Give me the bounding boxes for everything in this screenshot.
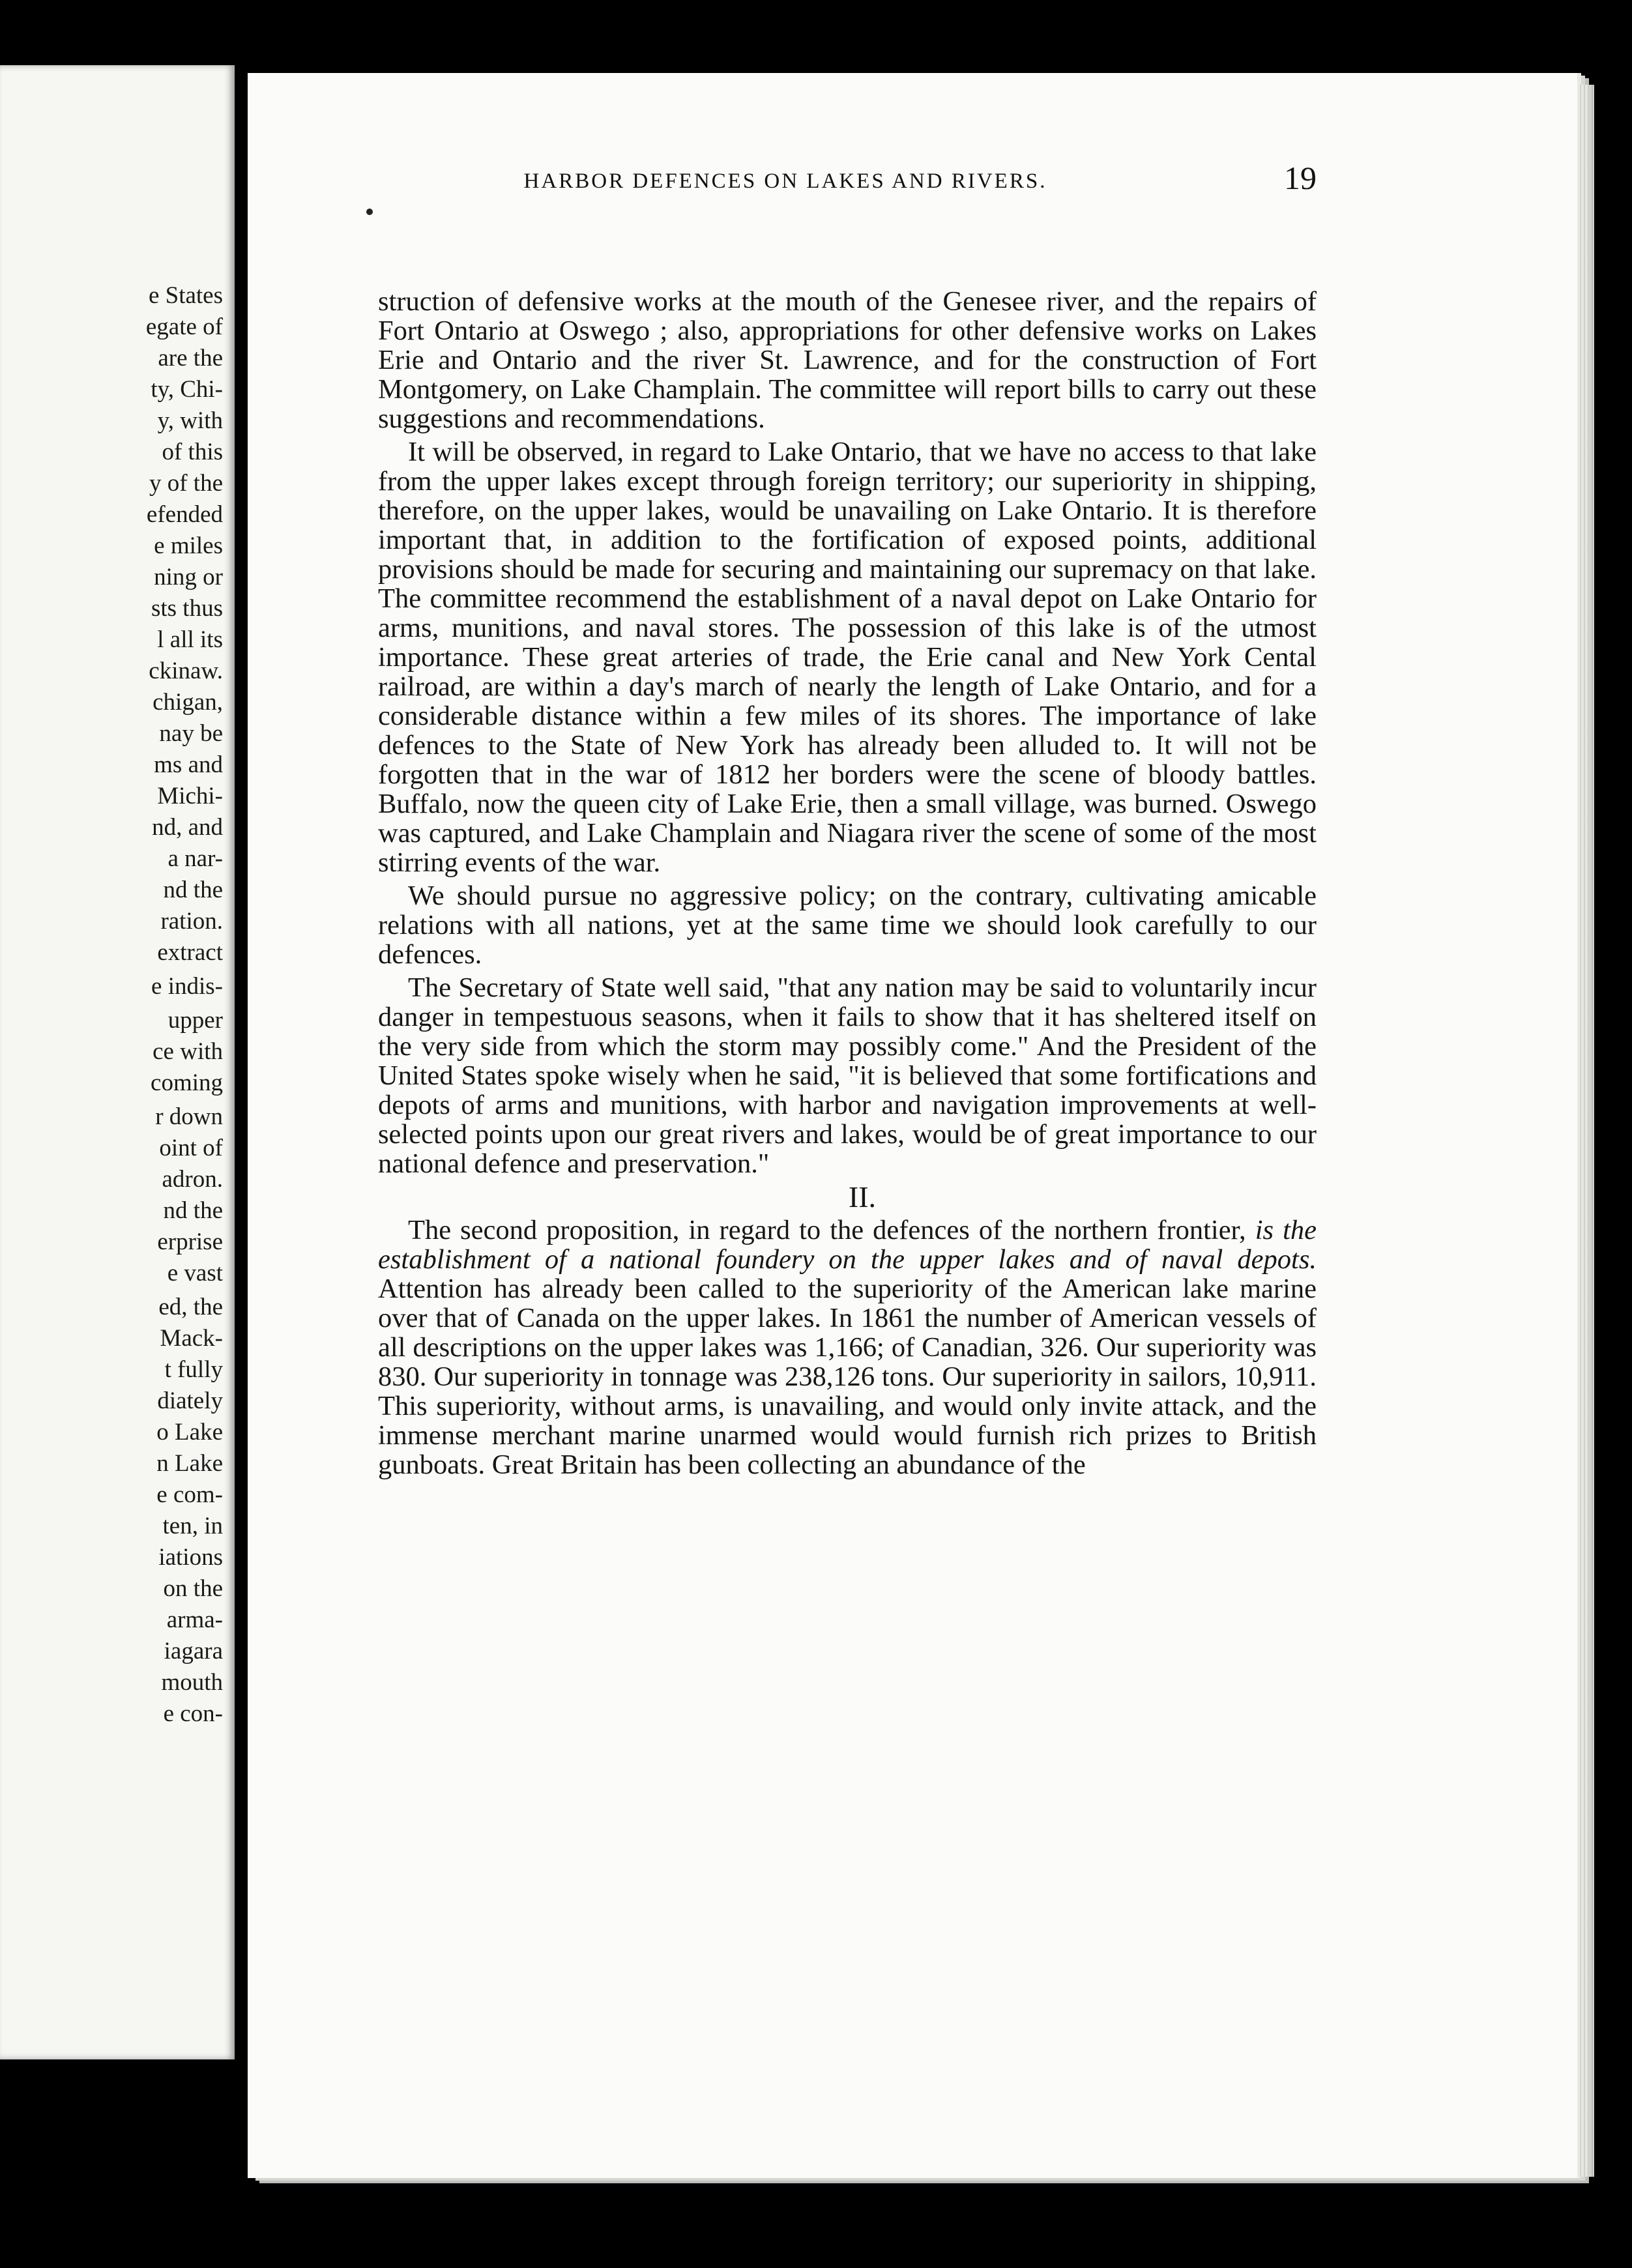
left-page-line: l all its [157,626,223,653]
left-page-line: on the [163,1575,223,1602]
left-page-line: ms and [154,751,223,778]
left-page-line: erprise [157,1228,223,1255]
section-heading: II. [848,1180,877,1214]
left-page-line: diately [157,1388,223,1414]
left-page-text-column [146,280,223,1730]
paragraph-continued: struction of defensive works at the mouth of the Genesee river, and the repairs of Fort Ontario at Oswego ; also, appropriations for other defensive works on Lakes Erie and Ontario and the river St. Lawrence, and for the construction of Fort Montgomery, on Lake Champlain. The committee will report bills to carry out these suggestions and recommendations. [378,286,1317,434]
left-page-line: chigan, [153,689,223,716]
left-page-line: iagara [164,1638,223,1665]
left-page-line: e com- [156,1481,223,1508]
left-page-line: y of the [149,470,223,497]
paragraph-remainder: Attention has already been called to the superiority of the American lake marine over that of Canada on the upper lakes. In 1861 the number of American vessels of all descriptions on the upper lakes was 1,166; of Canadian, 326. Our superiority was 830. Our superiority in tonnage was 238,126 tons. Our superiority in sailors, 10,911. This superiority, without arms, is unavailing, and would only invite attack, and the immense merchant marine unarmed would would furnish rich prizes to British gunboats. Great Britain has been collecting an abundance of the [378,1273,1317,1480]
left-page-line: ce with [153,1038,223,1065]
paragraph-policy: We should pursue no aggressive policy; on the contrary, cultivating amicable relations with all nations, yet at the same time we should look carefully to our defences. [378,880,1317,970]
left-page-line: nay be [159,720,223,747]
left-page-line: Mack- [160,1325,223,1352]
left-page-line: adron. [162,1166,223,1193]
left-page-line: t fully [164,1356,223,1383]
left-page-line: nd, and [152,814,223,841]
left-facing-page [0,65,235,2059]
left-page-line: ration. [160,908,223,935]
left-page-line: e miles [154,532,223,559]
page-number: 19 [1284,160,1317,196]
left-page-line: ten, in [162,1513,223,1539]
left-page-line: ty, Chi- [151,376,223,403]
left-page-line: n Lake [156,1450,223,1477]
left-page-line: ed, the [158,1294,223,1320]
left-page-line: y, with [157,407,223,434]
left-page-line: are the [158,345,223,371]
left-page-line: oint of [159,1135,223,1161]
left-page-line: e con- [163,1700,223,1727]
left-page-line: r down [155,1103,223,1130]
left-page-line: coming [151,1069,223,1096]
paragraph-secretary-quote: The Secretary of State well said, "that any nation may be said to voluntarily incur danger in tempestuous seasons, when it fails to show that it has sheltered itself on the very side from which the storm may possibly come." And the President of the United States spoke wisely when he said, "it is believed that some fortifications and depots of arms and munitions, with harbor and navigation improvements at well-selected points upon our great rivers and lakes, would be of great importance to our national defence and preservation." [378,972,1317,1179]
italic-proposition: is the establishment of a national foundery on the upper lakes and of naval depots. [378,1215,1317,1275]
running-header: HARBOR DEFENCES ON LAKES AND RIVERS. [523,169,1047,193]
left-page-line: ning or [154,564,223,590]
paragraph-second-proposition [378,1215,1317,1479]
left-page-line: nd the [163,1197,223,1224]
left-page-line: o Lake [156,1419,223,1446]
left-page-line: e vast [167,1260,223,1287]
paragraph-lake-ontario: It will be observed, in regard to Lake Ontario, that we have no access to that lake from the upper lakes except through foreign territory; our superiority in shipping, therefore, on the upper lakes, would be unavailing on Lake Ontario. It is therefore important that, in addition to the fortification of exposed points, additional provisions should be made for securing and maintaining our supremacy on that lake. The committee recommend the establishment of a naval depot on Lake Ontario for arms, munitions, and naval stores. The possession of this lake is of the utmost importance. These great arteries of trade, the Erie canal and New York Cental railroad, are within a day's march of nearly the length of Lake Ontario, and for a considerable distance within a few miles of its shores. The importance of lake defences to the State of New York has already been alluded to. It will not be forgotten that in the war of 1812 her borders were the scene of bloody battles. Buffalo, now the queen city of Lake Erie, then a small village, was burned. Oswego was captured, and Lake Champlain and Niagara river the scene of some of the most stirring events of the war. [378,437,1317,878]
left-page-line: extract [157,939,223,966]
left-page-line: sts thus [151,595,223,622]
page-stack-edge [1577,85,1594,2177]
left-page-line: arma- [166,1606,223,1633]
scan-speck [366,209,373,215]
left-page-line: upper [168,1007,223,1034]
left-page-line: a nar- [168,845,223,872]
left-page-line: iations [158,1544,223,1571]
left-page-line: of this [162,439,223,465]
left-page-line: mouth [161,1669,223,1696]
left-page-line: nd the [163,877,223,903]
left-page-line: ckinaw. [149,658,223,684]
left-page-line: egate of [145,313,223,340]
left-page-line: Michi- [157,783,223,809]
paragraph-lead: The second proposition, in regard to the defences of the northern frontier, [408,1215,1246,1245]
page-body [378,287,1317,1483]
left-page-line: e indis- [151,973,223,1000]
left-page-line: efended [146,501,223,528]
left-page-line: e States [148,282,223,309]
